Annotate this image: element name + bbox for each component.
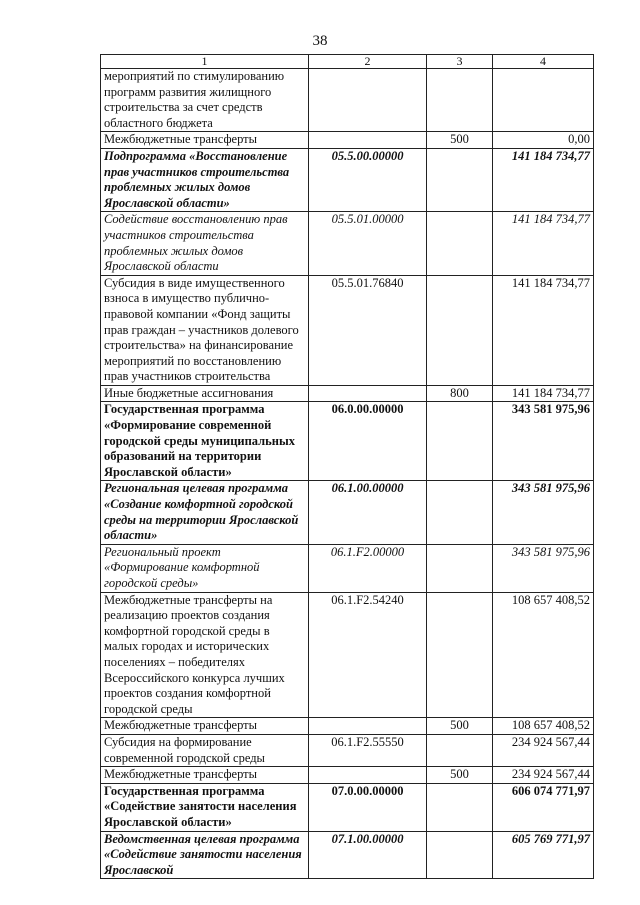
row-name-cell: Ведомственная целевая программа «Содействие занятости населения Ярославской <box>101 831 309 879</box>
row-name-cell: Межбюджетные трансферты на реализацию проектов создания комфортной городской среды в малых городах и исторических поселениях – победителях Всероссийского конкурса лучших проектов создания комфортной городской среды <box>101 592 309 718</box>
page-number: 38 <box>312 33 328 49</box>
row-code-cell <box>309 69 427 132</box>
row-group-cell <box>427 275 493 385</box>
table-row <box>101 275 594 385</box>
table-row <box>101 132 594 149</box>
row-group-cell <box>427 402 493 481</box>
row-group-cell <box>427 831 493 879</box>
row-code-cell: 06.1.F2.54240 <box>309 592 427 718</box>
row-name-cell: Субсидия в виде имущественного взноса в имущество публично-правовой компании «Фонд защиты прав граждан – участников долевого строительства» на финансирование мероприятий по восстановлению прав участников строительства <box>101 275 309 385</box>
header-col-2: 2 <box>309 55 427 69</box>
row-name-cell: мероприятий по стимулированию программ развития жилищного строительства за счет средств областного бюджета <box>101 69 309 132</box>
row-sum-cell: 141 184 734,77 <box>493 212 594 275</box>
row-code-cell: 07.1.00.00000 <box>309 831 427 879</box>
row-sum-cell: 141 184 734,77 <box>493 385 594 402</box>
row-name-cell: Государственная программа «Формирование современной городской среды муниципальных образований на территории Ярославской области» <box>101 402 309 481</box>
row-name-cell: Субсидия на формирование современной городской среды <box>101 734 309 766</box>
budget-table <box>100 54 594 879</box>
table-row <box>101 69 594 132</box>
row-code-cell <box>309 385 427 402</box>
row-sum-cell: 141 184 734,77 <box>493 148 594 211</box>
table-row <box>101 481 594 544</box>
row-group-cell <box>427 481 493 544</box>
table-row <box>101 544 594 592</box>
row-sum-cell: 343 581 975,96 <box>493 544 594 592</box>
header-col-1: 1 <box>101 55 309 69</box>
row-group-cell <box>427 69 493 132</box>
table-row <box>101 592 594 718</box>
row-group-cell <box>427 783 493 831</box>
budget-table-body <box>101 55 594 879</box>
row-name-cell: Содействие восстановлению прав участников строительства проблемных жилых домов Ярославской области <box>101 212 309 275</box>
row-group-cell: 500 <box>427 767 493 784</box>
row-name-cell: Межбюджетные трансферты <box>101 767 309 784</box>
row-code-cell <box>309 767 427 784</box>
row-sum-cell: 606 074 771,97 <box>493 783 594 831</box>
table-row <box>101 402 594 481</box>
row-code-cell: 05.5.01.00000 <box>309 212 427 275</box>
header-col-4: 4 <box>493 55 594 69</box>
row-name-cell: Региональная целевая программа «Создание комфортной городской среды на территории Ярославской области» <box>101 481 309 544</box>
row-sum-cell: 343 581 975,96 <box>493 481 594 544</box>
row-group-cell <box>427 544 493 592</box>
row-name-cell: Государственная программа «Содействие занятости населения Ярославской области» <box>101 783 309 831</box>
row-name-cell: Региональный проект «Формирование комфортной городской среды» <box>101 544 309 592</box>
row-code-cell: 07.0.00.00000 <box>309 783 427 831</box>
row-sum-cell: 108 657 408,52 <box>493 592 594 718</box>
row-group-cell: 500 <box>427 132 493 149</box>
table-row <box>101 767 594 784</box>
row-sum-cell <box>493 69 594 132</box>
table-row <box>101 718 594 735</box>
table-row <box>101 783 594 831</box>
row-name-cell: Межбюджетные трансферты <box>101 132 309 149</box>
row-code-cell: 05.5.00.00000 <box>309 148 427 211</box>
row-sum-cell: 0,00 <box>493 132 594 149</box>
row-sum-cell: 343 581 975,96 <box>493 402 594 481</box>
row-name-cell: Подпрограмма «Восстановление прав участников строительства проблемных жилых домов Ярославской области» <box>101 148 309 211</box>
row-sum-cell: 141 184 734,77 <box>493 275 594 385</box>
table-row <box>101 831 594 879</box>
header-row <box>101 55 594 69</box>
row-code-cell: 06.1.00.00000 <box>309 481 427 544</box>
table-row <box>101 385 594 402</box>
row-code-cell: 06.1.F2.00000 <box>309 544 427 592</box>
row-group-cell <box>427 592 493 718</box>
header-col-3: 3 <box>427 55 493 69</box>
row-code-cell: 06.0.00.00000 <box>309 402 427 481</box>
row-name-cell: Межбюджетные трансферты <box>101 718 309 735</box>
row-group-cell: 800 <box>427 385 493 402</box>
row-name-cell: Иные бюджетные ассигнования <box>101 385 309 402</box>
table-row <box>101 734 594 766</box>
row-code-cell: 05.5.01.76840 <box>309 275 427 385</box>
row-sum-cell: 108 657 408,52 <box>493 718 594 735</box>
table-row <box>101 148 594 211</box>
row-group-cell <box>427 212 493 275</box>
row-sum-cell: 234 924 567,44 <box>493 734 594 766</box>
table-row <box>101 212 594 275</box>
row-sum-cell: 605 769 771,97 <box>493 831 594 879</box>
row-group-cell <box>427 148 493 211</box>
row-code-cell: 06.1.F2.55550 <box>309 734 427 766</box>
row-code-cell <box>309 132 427 149</box>
row-code-cell <box>309 718 427 735</box>
row-sum-cell: 234 924 567,44 <box>493 767 594 784</box>
row-group-cell <box>427 734 493 766</box>
row-group-cell: 500 <box>427 718 493 735</box>
